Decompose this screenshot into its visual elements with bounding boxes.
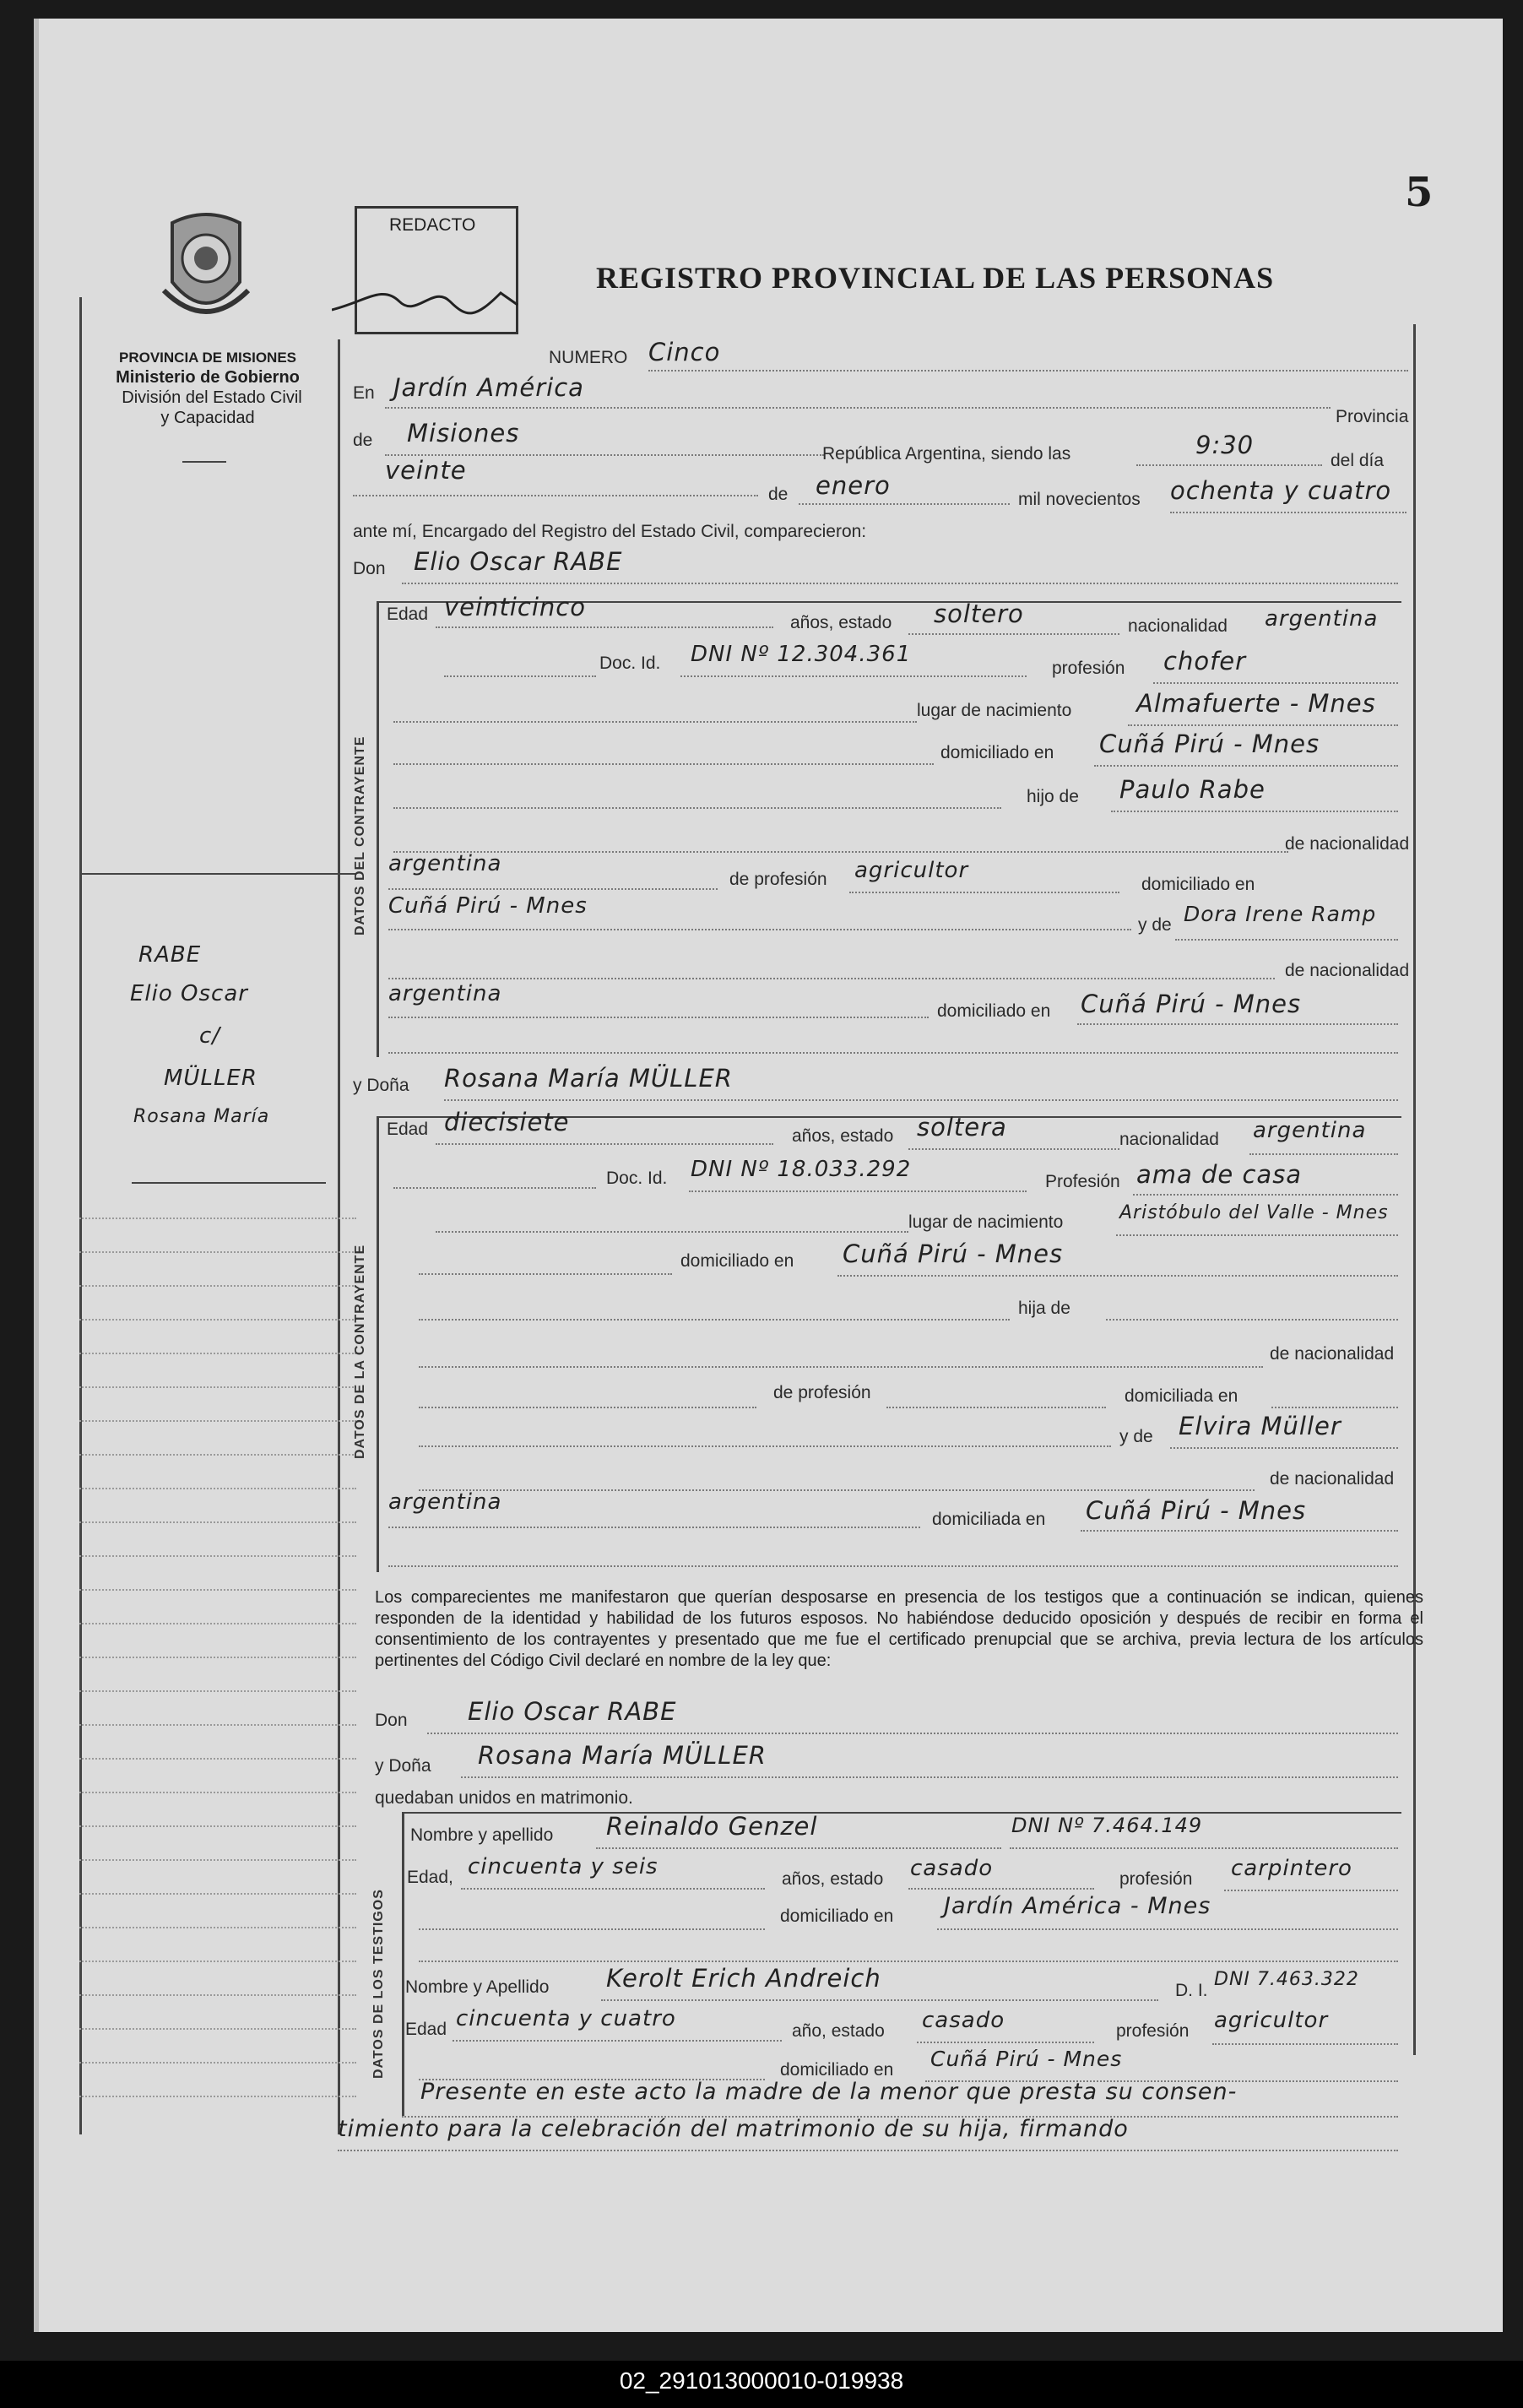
f-padre-nac-label: de nacionalidad <box>1270 1344 1395 1364</box>
t1-estado-value: casado <box>910 1856 994 1881</box>
f-madre-nac-value: argentina <box>388 1489 502 1515</box>
m-padre-nac-label: de nacionalidad <box>1285 834 1410 854</box>
f-profesion-label: Profesión <box>1045 1172 1120 1191</box>
f-madre-value: Elvira Müller <box>1179 1412 1341 1440</box>
f-domicilio-label: domiciliado en <box>680 1251 794 1271</box>
f-nacimiento-label: lugar de nacimiento <box>908 1212 1064 1232</box>
y-dona-label: y Doña <box>353 1076 409 1095</box>
provincia-value: Misiones <box>407 419 520 447</box>
margin-note-surname: RABE <box>138 942 202 968</box>
redacto-stamp <box>355 206 518 334</box>
t2-edad-label: Edad <box>405 2020 447 2039</box>
ministry-label: Ministerio de Gobierno <box>116 368 300 387</box>
margin-note-name: Elio Oscar <box>130 981 248 1006</box>
t2-nombre-label: Nombre y Apellido <box>405 1977 550 1997</box>
decl-dona-label: y Doña <box>375 1756 431 1776</box>
mes-value: enero <box>816 471 891 500</box>
f-madre-nac-label: de nacionalidad <box>1270 1469 1395 1489</box>
margin-note-con: c/ <box>199 1023 221 1049</box>
f-nacionalidad-label: nacionalidad <box>1119 1130 1219 1149</box>
hora-value: 9:30 <box>1195 431 1255 459</box>
f-padre-prof-label: de profesión <box>773 1383 871 1402</box>
groom-section-rule <box>377 601 379 1057</box>
margin-note-surname-2: MÜLLER <box>164 1066 257 1091</box>
t1-nombre-label: Nombre y apellido <box>410 1825 554 1845</box>
witness-side-label: DATOS DE LOS TESTIGOS <box>371 1889 386 2079</box>
province-label: PROVINCIA DE MISIONES <box>118 350 296 366</box>
main-column-rule <box>338 339 340 2134</box>
m-padre-prof-label: de profesión <box>729 870 827 889</box>
provincia-label: Provincia <box>1336 407 1409 426</box>
t2-ano-estado-label: año, estado <box>792 2021 885 2041</box>
f-nacimiento-value: Aristóbulo del Valle - Mnes <box>1119 1202 1389 1223</box>
m-nacionalidad-value: argentina <box>1265 606 1379 632</box>
decl-don-label: Don <box>375 1711 408 1730</box>
f-padre-dom-label: domiciliada en <box>1125 1386 1238 1406</box>
t1-profesion-label: profesión <box>1119 1869 1193 1889</box>
page-number: 5 <box>1405 169 1434 216</box>
t1-domicilio-label: domiciliado en <box>780 1906 894 1926</box>
numero-label: NUMERO <box>549 348 628 367</box>
m-padre-dom-label: domiciliado en <box>1141 875 1255 894</box>
m-padre-value: Paulo Rabe <box>1119 775 1266 804</box>
t1-domicilio-value: Jardín América - Mnes <box>944 1893 1211 1919</box>
m-edad-value: veinticinco <box>444 593 586 621</box>
m-madre-dom-value: Cuñá Pirú - Mnes <box>1081 990 1302 1018</box>
t1-doc-value: DNI Nº 7.464.149 <box>1011 1814 1203 1837</box>
quedaban-label: quedaban unidos en matrimonio. <box>375 1788 633 1808</box>
header-divider <box>182 461 226 463</box>
f-domicilio-value: Cuñá Pirú - Mnes <box>843 1239 1064 1268</box>
m-nacionalidad-label: nacionalidad <box>1128 616 1228 636</box>
m-padre-nac-value: argentina <box>388 851 502 876</box>
decl-dona-value: Rosana María MÜLLER <box>478 1741 767 1770</box>
note-line-1: Presente en este acto la madre de la menor que presta su consen- <box>420 2079 1238 2105</box>
don-label: Don <box>353 559 386 578</box>
t2-profesion-label: profesión <box>1116 2021 1190 2041</box>
lugar-value: Jardín América <box>393 373 584 402</box>
capacity-label: y Capacidad <box>160 409 255 427</box>
m-hijo-de-label: hijo de <box>1027 787 1079 806</box>
m-nacimiento-value: Almafuerte - Mnes <box>1136 689 1376 718</box>
m-nacimiento-label: lugar de nacimiento <box>917 701 1072 720</box>
t2-estado-value: casado <box>922 2008 1005 2033</box>
m-madre-value: Dora Irene Ramp <box>1184 902 1377 926</box>
f-edad-value: diecisiete <box>444 1108 570 1136</box>
left-section-rule <box>79 873 356 875</box>
numero-value: Cinco <box>648 338 721 366</box>
m-anos-estado-label: años, estado <box>790 613 892 632</box>
m-estado-value: soltero <box>934 599 1024 628</box>
mil-novecientos-label: mil novecientos <box>1018 490 1141 509</box>
signature-scribble <box>332 276 526 327</box>
m-doc-value: DNI Nº 12.304.361 <box>691 642 912 667</box>
note-line-2: timiento para la celebración del matrimonio de su hija, firmando <box>338 2116 1129 2142</box>
f-anos-estado-label: años, estado <box>792 1126 894 1146</box>
t2-nombre-value: Kerolt Erich Andreich <box>606 1964 881 1993</box>
m-madre-nac-label: de nacionalidad <box>1285 961 1410 980</box>
en-label: En <box>353 383 375 403</box>
groom-side-label: DATOS DEL CONTRAYENTE <box>353 735 367 936</box>
bride-side-label: DATOS DE LA CONTRAYENTE <box>353 1244 367 1459</box>
f-estado-value: soltera <box>917 1113 1007 1142</box>
redacto-label: REDACTO <box>389 215 476 235</box>
m-edad-label: Edad <box>387 605 429 624</box>
f-profesion-value: ama de casa <box>1136 1160 1303 1189</box>
t2-profesion-value: agricultor <box>1214 2008 1329 2033</box>
don-value: Elio Oscar RABE <box>414 547 623 576</box>
bride-section-rule <box>377 1116 379 1572</box>
dia-value: veinte <box>385 456 467 485</box>
dona-value: Rosana María MÜLLER <box>444 1064 733 1093</box>
de-mes-label: de <box>768 485 789 504</box>
coat-of-arms-seal <box>155 206 257 333</box>
t1-profesion-value: carpintero <box>1231 1856 1352 1881</box>
m-padre-dom-value: Cuñá Pirú - Mnes <box>388 893 588 919</box>
document-title: REGISTRO PROVINCIAL DE LAS PERSONAS <box>596 261 1275 295</box>
m-domicilio-value: Cuñá Pirú - Mnes <box>1099 729 1320 758</box>
m-domicilio-label: domiciliado en <box>940 743 1054 762</box>
m-padre-prof-value: agricultor <box>854 858 969 883</box>
t1-anos-estado-label: años, estado <box>782 1869 884 1889</box>
document-page <box>34 19 1503 2332</box>
t2-domicilio-value: Cuñá Pirú - Mnes <box>930 2047 1123 2071</box>
f-madre-dom-value: Cuñá Pirú - Mnes <box>1086 1496 1307 1525</box>
t1-nombre-value: Reinaldo Genzel <box>606 1812 818 1841</box>
declaration-paragraph: Los comparecientes me manifestaron que querían desposarse en presencia de los testigos que a continuación se indican, quienes responden de la identidad y habilidad de los futuros esposos. No habiéndose deducido oposición y después de recibir en forma el consentimiento de los contrayentes y presentado que me fue el certificado prenupcial que se archiva, previa lectura de los artículos pertinentes del Código Civil declaré en nombre de la ley que: <box>375 1588 1423 1670</box>
t2-doc-value: DNI 7.463.322 <box>1214 1969 1359 1990</box>
f-y-de-label: y de <box>1119 1427 1153 1446</box>
de-label: de <box>353 431 373 450</box>
t2-di-label: D. I. <box>1175 1981 1208 2000</box>
t2-edad-value: cincuenta y cuatro <box>456 2006 676 2031</box>
t1-edad-value: cincuenta y seis <box>468 1854 659 1879</box>
m-y-de-label: y de <box>1138 915 1172 935</box>
m-madre-nac-value: argentina <box>388 981 502 1006</box>
m-doc-label: Doc. Id. <box>599 654 661 673</box>
del-dia-label: del día <box>1331 451 1385 470</box>
f-madre-dom-label: domiciliada en <box>932 1510 1046 1529</box>
image-id-footer: 02_291013000010-019938 <box>619 2367 904 2394</box>
t1-edad-label: Edad, <box>407 1868 453 1887</box>
f-doc-label: Doc. Id. <box>606 1169 668 1188</box>
f-edad-label: Edad <box>387 1120 429 1139</box>
left-section-rule-2 <box>132 1182 326 1184</box>
witness-section-rule <box>402 1812 404 2116</box>
division-label: División del Estado Civil <box>122 388 302 407</box>
margin-note-name-2: Rosana María <box>133 1106 270 1127</box>
witness-section-top <box>402 1812 1401 1814</box>
f-hija-de-label: hija de <box>1018 1299 1070 1318</box>
decl-don-value: Elio Oscar RABE <box>468 1697 677 1726</box>
m-madre-dom-label: domiciliado en <box>937 1001 1051 1021</box>
anio-value: ochenta y cuatro <box>1170 476 1392 505</box>
republica-label: República Argentina, siendo las <box>822 444 1071 464</box>
ante-mi-label: ante mí, Encargado del Registro del Estado Civil, comparecieron: <box>353 522 867 541</box>
right-border-rule <box>1413 324 1416 2055</box>
f-doc-value: DNI Nº 18.033.292 <box>691 1157 912 1182</box>
f-nacionalidad-value: argentina <box>1253 1118 1367 1143</box>
t2-domicilio-label: domiciliado en <box>780 2060 894 2080</box>
m-profesion-value: chofer <box>1163 647 1247 675</box>
m-profesion-label: profesión <box>1052 659 1125 678</box>
